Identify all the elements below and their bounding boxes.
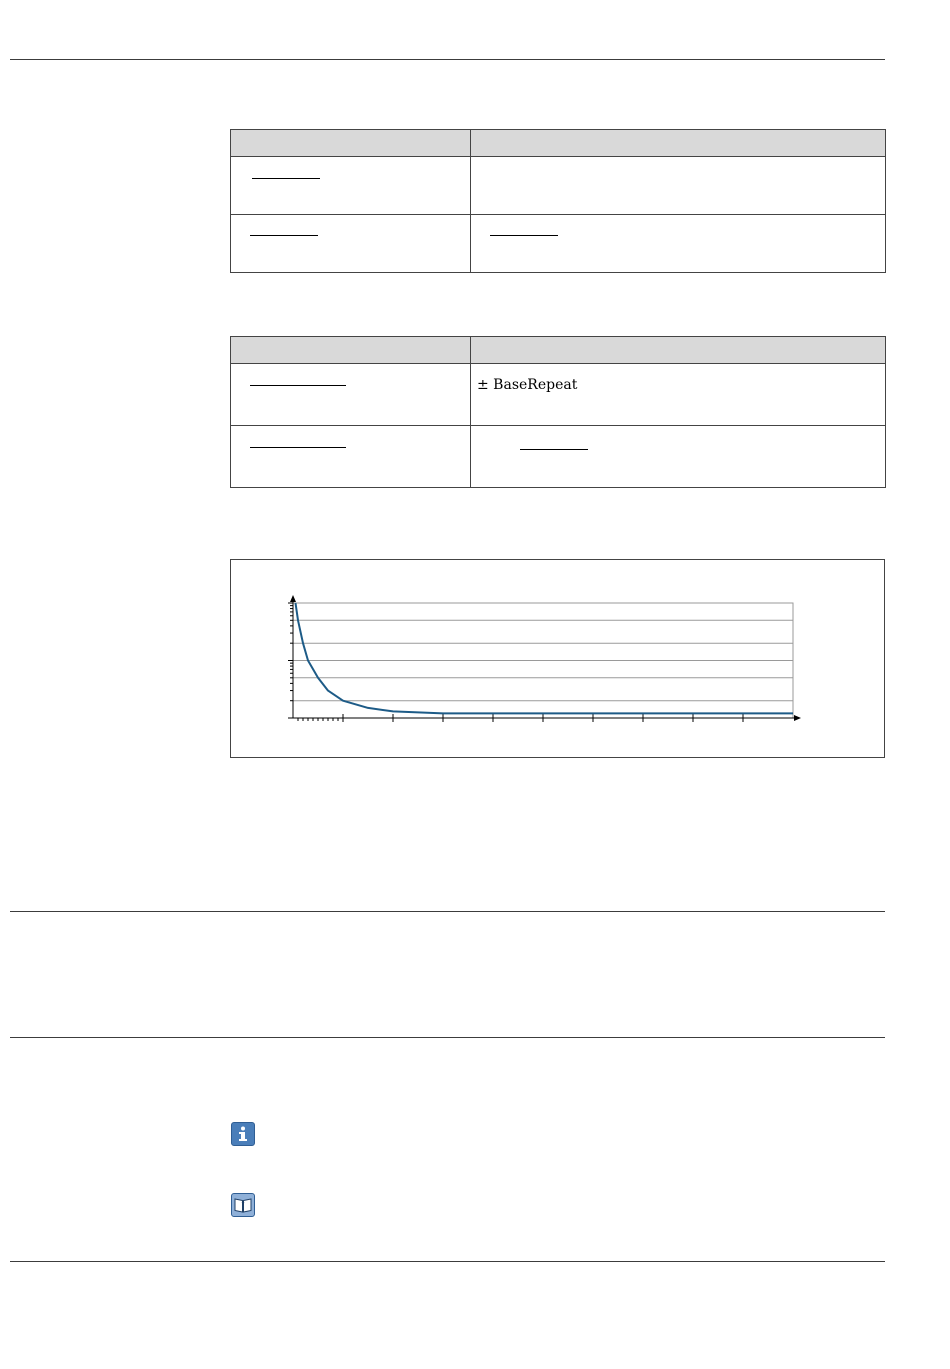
table-header-cell: [231, 130, 471, 157]
table-row: [231, 426, 886, 488]
fraction-bar: [250, 447, 346, 448]
table-header-cell: [231, 337, 471, 364]
table-header-cell: [471, 337, 886, 364]
table-cell: [471, 426, 886, 488]
footer-rule: [10, 1261, 885, 1262]
table-row: [231, 215, 886, 273]
table-header-row: [231, 337, 886, 364]
fraction-bar: [250, 385, 346, 386]
table-row: [231, 364, 886, 426]
section-rule: [10, 1037, 885, 1038]
fraction-bar: [520, 449, 588, 450]
table-header-row: [231, 130, 886, 157]
book-icon: [231, 1193, 255, 1217]
book-icon-glyph: [232, 1194, 254, 1216]
x-axis-arrow: [794, 715, 801, 721]
table-cell: [231, 157, 471, 215]
fraction-bar: [252, 178, 320, 179]
table-cell: [231, 364, 471, 426]
fraction-bar: [490, 235, 558, 236]
table-cell: [231, 215, 471, 273]
table-cell: [231, 426, 471, 488]
fraction-bar: [250, 235, 318, 236]
chart: [231, 560, 884, 757]
spec-table-1: [230, 129, 886, 273]
info-icon: [231, 1122, 255, 1146]
section-rule: [10, 911, 885, 912]
table-header-cell: [471, 130, 886, 157]
chart-frame: [230, 559, 885, 758]
table-cell: [471, 157, 886, 215]
table-row: [231, 157, 886, 215]
series-line: [296, 603, 794, 713]
header-rule: [10, 59, 885, 60]
repeatability-value: ± BaseRepeat: [477, 377, 578, 393]
table-cell: [471, 215, 886, 273]
y-axis-arrow: [290, 595, 296, 602]
spec-table-2: [230, 336, 886, 488]
table-cell: [471, 364, 886, 426]
info-icon-glyph: [232, 1123, 254, 1145]
